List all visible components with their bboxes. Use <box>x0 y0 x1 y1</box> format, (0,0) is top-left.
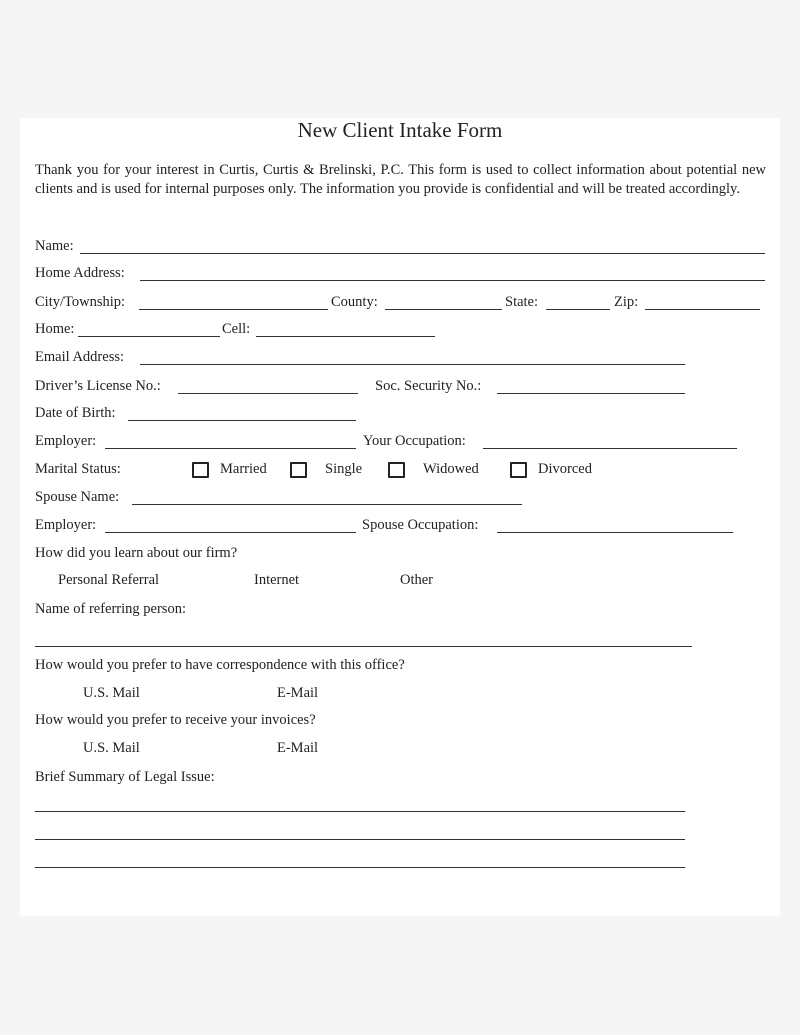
referring-person-line-row <box>0 631 800 651</box>
married-checkbox[interactable] <box>192 462 209 478</box>
summary-line-row <box>0 824 800 844</box>
referral-question: How did you learn about our firm? <box>35 545 238 561</box>
form-title: New Client Intake Form <box>297 118 503 142</box>
state-field[interactable] <box>546 309 610 310</box>
summary-label: Brief Summary of Legal Issue: <box>35 769 215 785</box>
email-label: Email Address: <box>35 349 125 365</box>
employer-label: Employer: <box>35 433 97 449</box>
phone-row <box>0 321 800 341</box>
spouse-employer-field[interactable] <box>105 532 356 533</box>
single-checkbox[interactable] <box>290 462 307 478</box>
marital-row <box>0 461 800 481</box>
widowed-label: Widowed <box>423 461 479 477</box>
correspondence-question-row <box>0 657 800 677</box>
city-label: City/Township: <box>35 294 126 310</box>
summary-row <box>0 769 800 789</box>
divorced-label: Divorced <box>538 461 592 477</box>
dob-label: Date of Birth: <box>35 405 116 421</box>
spouse-occupation-label: Spouse Occupation: <box>362 517 479 533</box>
referral-options-row <box>0 572 800 592</box>
city-field[interactable] <box>139 309 328 310</box>
ssn-field[interactable] <box>497 393 685 394</box>
spouse-employer-label: Employer: <box>35 517 97 533</box>
home-phone-field[interactable] <box>78 336 220 337</box>
invoices-options-row <box>0 740 800 760</box>
cell-field[interactable] <box>256 336 435 337</box>
spouse-name-label: Spouse Name: <box>35 489 120 505</box>
correspondence-email[interactable]: E-Mail <box>277 685 319 701</box>
spouse-name-row <box>0 489 800 509</box>
correspondence-question: How would you prefer to have correspondence with this office? <box>35 657 405 673</box>
summary-line[interactable] <box>35 867 685 868</box>
home-address-row <box>0 265 800 285</box>
county-label: County: <box>331 294 378 310</box>
option-internet[interactable]: Internet <box>254 572 300 588</box>
zip-field[interactable] <box>645 309 760 310</box>
referring-person-row <box>0 601 800 621</box>
summary-line-row <box>0 852 800 872</box>
summary-line[interactable] <box>35 839 685 840</box>
name-label: Name: <box>35 238 74 254</box>
cell-label: Cell: <box>222 321 251 337</box>
email-field[interactable] <box>140 364 685 365</box>
home-address-label: Home Address: <box>35 265 125 281</box>
widowed-checkbox[interactable] <box>388 462 405 478</box>
spouse-name-field[interactable] <box>132 504 522 505</box>
drivers-license-field[interactable] <box>178 393 358 394</box>
name-row <box>0 238 800 258</box>
option-other[interactable]: Other <box>400 572 434 588</box>
married-label: Married <box>220 461 267 477</box>
referring-person-field[interactable] <box>35 646 692 647</box>
invoices-email[interactable]: E-Mail <box>277 740 319 756</box>
home-phone-label: Home: <box>35 321 75 337</box>
single-label: Single <box>325 461 363 477</box>
referral-question-row <box>0 545 800 565</box>
email-row <box>0 349 800 369</box>
drivers-license-label: Driver’s License No.: <box>35 378 161 394</box>
invoices-question: How would you prefer to receive your invoices? <box>35 712 316 728</box>
zip-label: Zip: <box>614 294 639 310</box>
city-row <box>0 294 800 314</box>
invoices-question-row <box>0 712 800 732</box>
summary-line[interactable] <box>35 811 685 812</box>
option-personal-referral[interactable]: Personal Referral <box>58 572 160 588</box>
spouse-occupation-field[interactable] <box>497 532 733 533</box>
correspondence-us-mail[interactable]: U.S. Mail <box>83 685 140 701</box>
name-field[interactable] <box>80 253 765 254</box>
dob-row <box>0 405 800 425</box>
county-field[interactable] <box>385 309 502 310</box>
spouse-employer-row <box>0 517 800 537</box>
divorced-checkbox[interactable] <box>510 462 527 478</box>
referring-person-label: Name of referring person: <box>35 601 186 617</box>
intro-paragraph: Thank you for your interest in Curtis, Curtis & Brelinski, P.C. This form is used to collect information about potential new clients and is used for internal purposes only. The information you provide is confidential and will be treated accordingly. <box>35 162 766 197</box>
license-row <box>0 378 800 398</box>
invoices-us-mail[interactable]: U.S. Mail <box>83 740 140 756</box>
ssn-label: Soc. Security No.: <box>375 378 482 394</box>
occupation-field[interactable] <box>483 448 737 449</box>
correspondence-options-row <box>0 685 800 705</box>
home-address-field[interactable] <box>140 280 765 281</box>
employer-field[interactable] <box>105 448 356 449</box>
state-label: State: <box>505 294 539 310</box>
employer-row <box>0 433 800 453</box>
summary-line-row <box>0 796 800 816</box>
marital-status-label: Marital Status: <box>35 461 121 477</box>
occupation-label: Your Occupation: <box>363 433 466 449</box>
dob-field[interactable] <box>128 420 356 421</box>
